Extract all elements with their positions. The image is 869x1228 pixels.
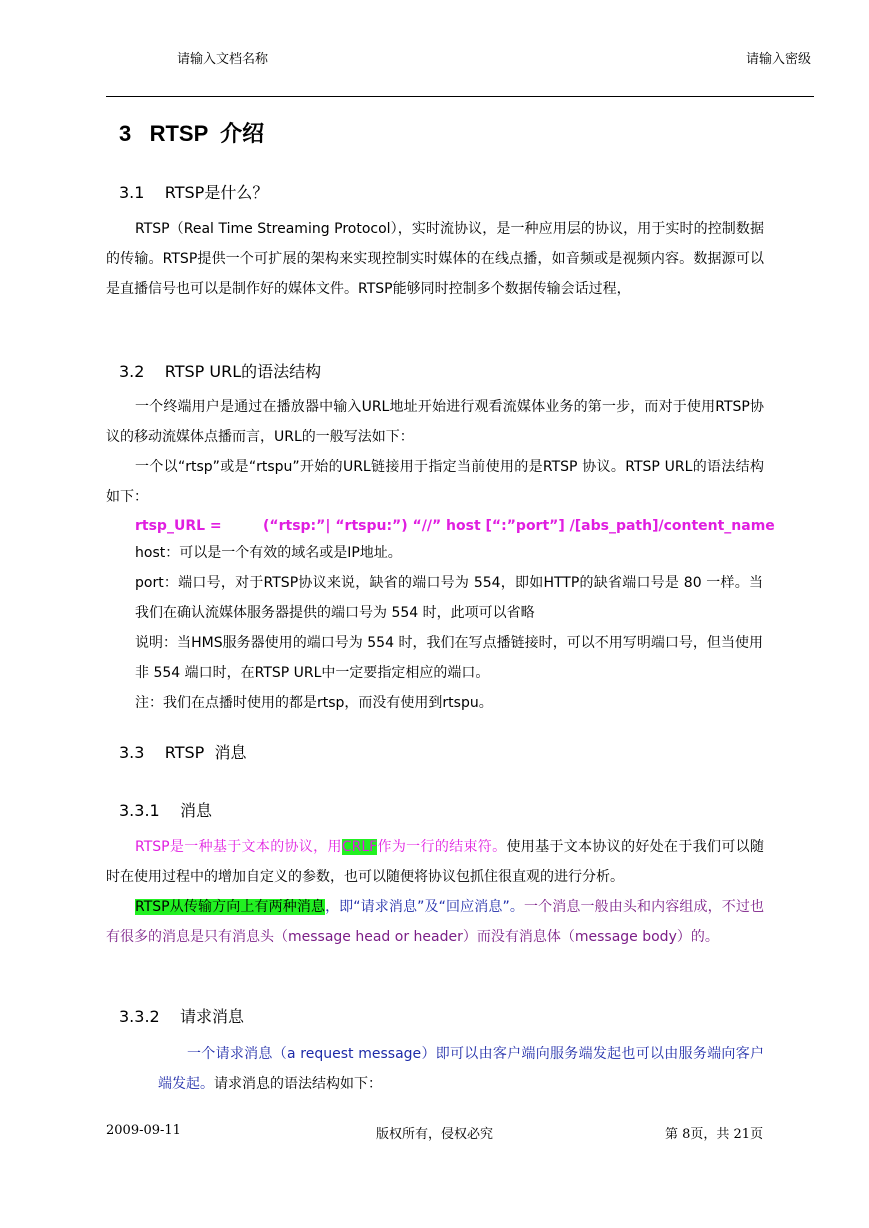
section-3-2-title: 3.2 RTSP URL的语法结构: [119, 362, 322, 381]
section-3-1-paragraph: RTSP（Real Time Streaming Protocol），实时流协议，是一种应用层的协议，用于实时的控制数据的传输。RTSP提供一个可扩展的架构来实现控制实时媒体的在线点播，如音频或是视频内容。数据源可以是直播信号也可以是制作好的媒体文件。RTSP能够同时控制多个数据传输会话过程，: [106, 221, 764, 297]
syntax-name: rtsp_URL =: [135, 518, 222, 534]
section-3-3-1-paragraph-1: [106, 832, 764, 892]
p1-part-a: RTSP是一种基于文本的协议，用: [135, 839, 342, 855]
p2-highlight: RTSP从传输方向上有两种消息: [135, 899, 326, 915]
header-doc-name: 请输入文档名称: [177, 52, 269, 67]
p2-part-c: 一个消息一般由头和内容组成，不过也有很多的消息是只有消息头（message head or header）而没有消息体（message body）的。: [106, 899, 765, 945]
section-3-3-2-paragraph: [158, 1039, 764, 1099]
p1-part-c: 使用基于文本协议的好处在于我们可以随时在使用过程中的增加自定义的参数，也可以随便将协议包抓住很直观的进行分析。: [106, 839, 765, 885]
p3-part-b: 请求消息的语法结构如下：: [214, 1076, 382, 1092]
p2-part-b: ，即“请求消息”及“回应消息”。: [325, 899, 525, 915]
chapter-title: 3 RTSP 介绍: [119, 121, 265, 146]
section-3-3-1-title: 3.3.1 消息: [119, 801, 213, 820]
header-divider: [106, 96, 814, 97]
header-security-level: 请输入密级: [745, 52, 811, 67]
p3-part-a: 一个请求消息（a request message）即可以由客户端向服务端发起也可以由服务端向客户端发起。: [158, 1046, 764, 1092]
host-line: host：可以是一个有效的域名或是IP地址。: [135, 545, 402, 561]
footer-copyright: 版权所有，侵权必究: [376, 1127, 494, 1142]
section-3-3-1-paragraph-2: [106, 892, 764, 952]
p1-part-b: 作为一行的结束符。: [377, 839, 507, 855]
section-3-3-2-title: 3.3.2 请求消息: [119, 1007, 245, 1026]
section-3-1-title: 3.1 RTSP是什么？: [119, 183, 269, 202]
section-3-3-title: 3.3 RTSP 消息: [119, 743, 247, 762]
note-line: 说明：当HMS服务器使用的端口号为 554 时，我们在写点播链接时，可以不用写明端口号，但当使用非 554 端口时，在RTSP URL中一定要指定相应的端口。: [135, 635, 763, 681]
syntax-value: (“rtsp:”| “rtspu:”) “//” host [“:”port”] /[abs_path]/content_name: [263, 518, 775, 534]
section-3-2-paragraph-1: 一个终端用户是通过在播放器中输入URL地址开始进行观看流媒体业务的第一步，而对于使用RTSP协议的移动流媒体点播而言，URL的一般写法如下：: [106, 399, 764, 445]
footer-date: 2009-09-11: [106, 1123, 181, 1138]
crlf-highlight: CRLF: [341, 839, 378, 855]
section-3-2-paragraph-2: 一个以“rtsp”或是“rtspu”开始的URL链接用于指定当前使用的是RTSP 协议。RTSP URL的语法结构如下：: [106, 459, 764, 505]
footer-page-number: 第 8页，共 21页: [665, 1127, 764, 1142]
port-line: [135, 568, 763, 628]
remark-line: 注：我们在点播时使用的都是rtsp，而没有使用到rtspu。: [135, 695, 493, 711]
port-text: port：端口号，对于RTSP协议来说，缺省的端口号为 554，即如HTTP的缺省端口号是 80 一样。当我们在确认流媒体服务器提供的端口号为 554 时，此项可以省略: [135, 575, 763, 621]
